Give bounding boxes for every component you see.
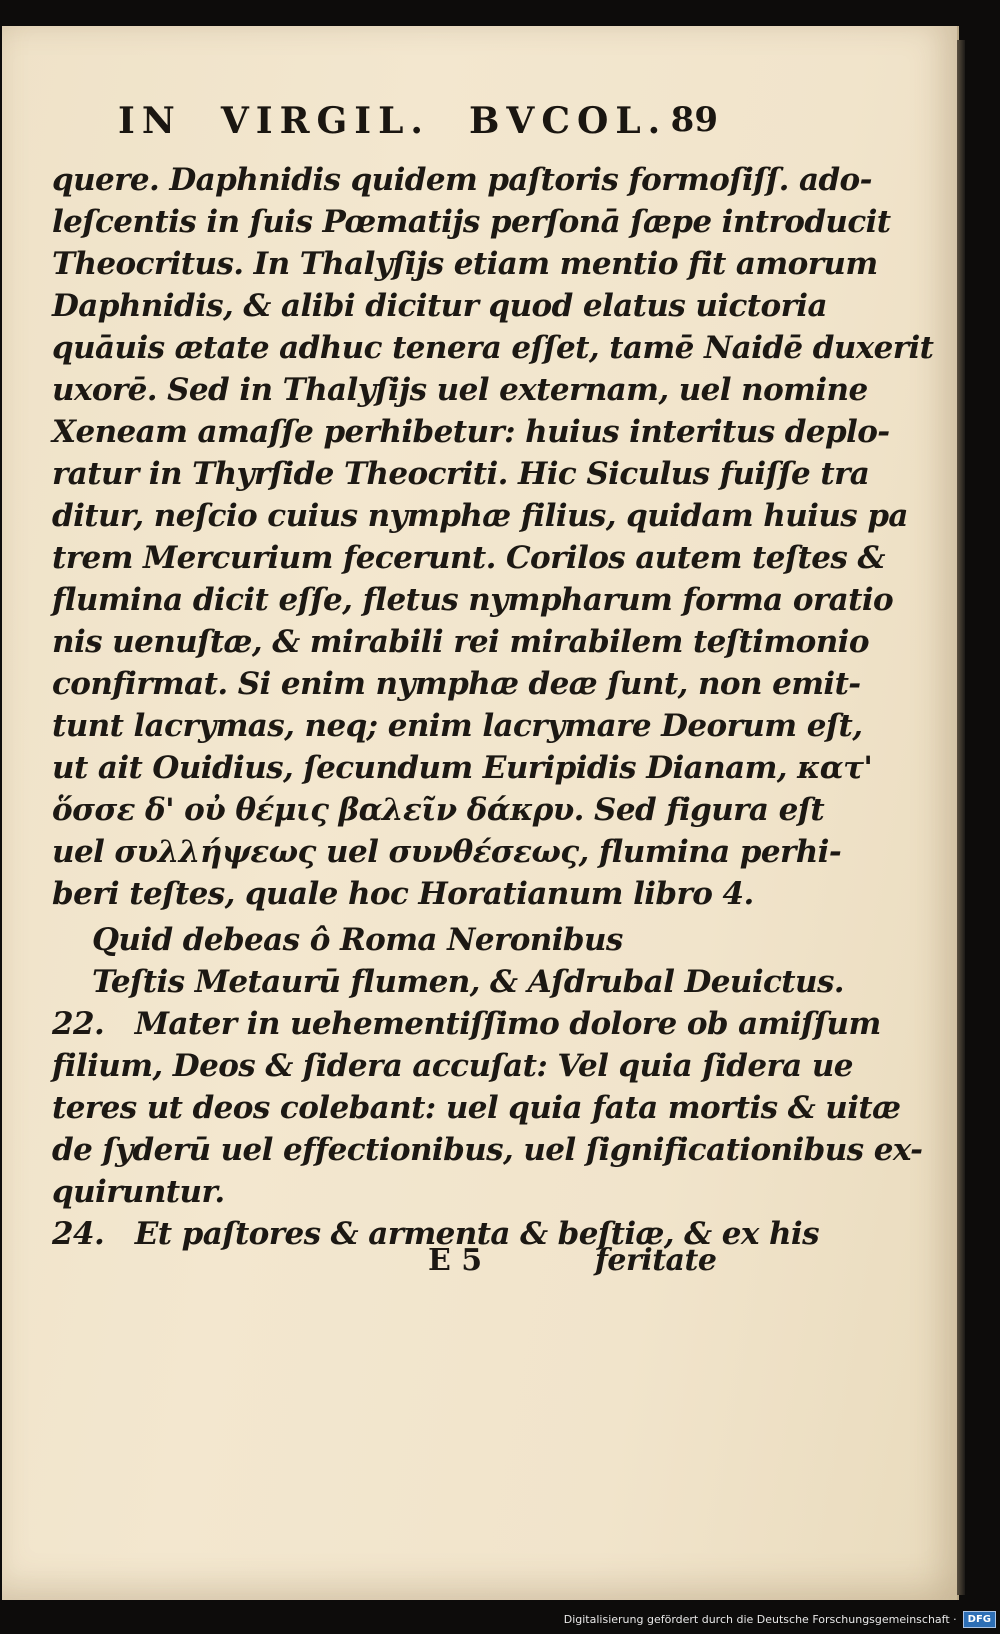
running-head xyxy=(118,100,718,150)
text-line: ratur in Thyrſide Theocriti. Hic Siculus fuiſſe tra xyxy=(52,456,870,492)
note-line: quiruntur. xyxy=(52,1174,225,1210)
note-line: filium, Deos & ſidera accuſat: Vel quia ſidera ue xyxy=(52,1048,853,1084)
dfg-logo: DFG xyxy=(963,1611,996,1628)
signature-mark: E 5 xyxy=(428,1243,483,1278)
text-line: tunt lacrymas, neq; enim lacrymare Deorum eſt, xyxy=(52,708,863,744)
quote-line: Teſtis Metaurū flumen, & Aſdrubal Deuictus. xyxy=(92,964,845,1000)
text-line: trem Mercurium fecerunt. Corilos autem teſtes & xyxy=(52,540,885,576)
text-line: leſcentis in ſuis Pœmatijs perſonā ſæpe introducit xyxy=(52,204,891,240)
note-line: teres ut deos colebant: uel quia fata mortis & uitæ xyxy=(52,1090,901,1126)
text-line: beri teſtes, quale hoc Horatianum libro 4. xyxy=(52,876,754,912)
text-line: ut ait Ouidius, ſecundum Euripidis Dianam, κατ' xyxy=(52,750,873,786)
dfg-credit-text: Digitalisierung gefördert durch die Deutsche Forschungsgemeinschaft · xyxy=(563,1612,957,1626)
text-line: Daphnidis, & alibi dicitur quod elatus uictoria xyxy=(52,288,827,324)
quote-line: Quid debeas ô Roma Neronibus xyxy=(92,922,623,958)
text-line-greek: uel συλλήψεως uel συνθέσεως, flumina perhi- xyxy=(52,834,842,870)
catchword: feritate xyxy=(595,1243,717,1278)
page-number: 89 xyxy=(670,100,718,140)
note-line: de ſyderū uel effectionibus, uel ſignificationibus ex- xyxy=(52,1132,923,1168)
text-line: nis uenuſtæ, & mirabili rei mirabilem teſtimonio xyxy=(52,624,869,660)
note-line: 22. Mater in uehementiſſimo dolore ob amiſſum xyxy=(52,1006,881,1042)
page-footer xyxy=(420,1243,720,1283)
note-line: 24. Et paſtores & armenta & beſtiæ, & ex his xyxy=(52,1216,819,1252)
dfg-credit xyxy=(564,1608,996,1630)
text-line: uxorē. Sed in Thalyſijs uel externam, uel nomine xyxy=(52,372,868,408)
text-line: Xeneam amaſſe perhibetur: huius interitus deplo- xyxy=(52,414,890,450)
text-line: flumina dicit eſſe, fletus nympharum forma oratio xyxy=(52,582,894,618)
text-line: quere. Daphnidis quidem paſtoris formoſiſſ. ado- xyxy=(52,162,872,198)
text-line-greek: ὅσσε δ' οὐ θέμις βαλεῖν δάκρυ. Sed figura eſt xyxy=(52,792,825,828)
text-line: quāuis ætate adhuc tenera eſſet, tamē Naidē duxerit xyxy=(52,330,934,366)
page-edge xyxy=(957,40,965,1595)
text-line: Theocritus. In Thalyſijs etiam mentio fit amorum xyxy=(52,246,878,282)
running-head-title: IN VIRGIL. BVCOL. xyxy=(118,100,668,142)
text-line: ditur, neſcio cuius nymphæ filius, quidam huius pa xyxy=(52,498,908,534)
text-line: confirmat. Si enim nymphæ deæ ſunt, non emit- xyxy=(52,666,861,702)
